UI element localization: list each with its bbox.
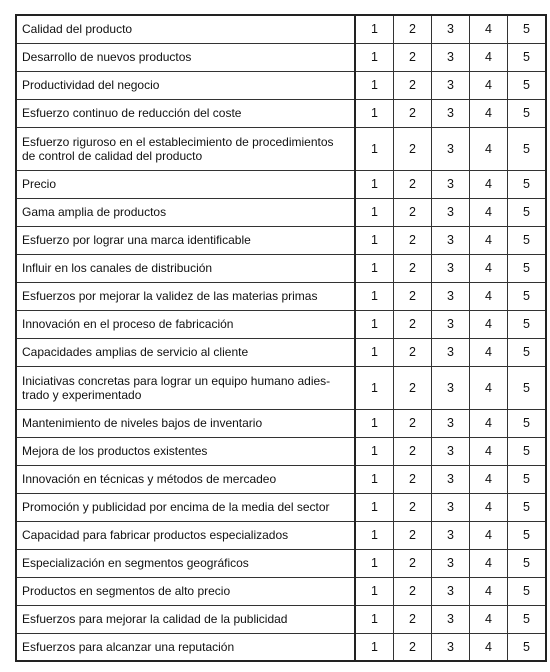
rating-option-5[interactable]: 5 (508, 521, 547, 549)
table-row (16, 310, 546, 338)
rating-option-2[interactable]: 2 (394, 338, 432, 366)
item-label: Esfuerzo riguroso en el establecimiento de procedimientos de control de calidad del producto (16, 127, 355, 170)
item-label: Esfuerzo por lograr una marca identificable (16, 226, 355, 254)
rating-option-2[interactable]: 2 (394, 43, 432, 71)
rating-option-5[interactable]: 5 (508, 577, 547, 605)
rating-option-4[interactable]: 4 (470, 577, 508, 605)
table-row (16, 71, 546, 99)
rating-option-1[interactable]: 1 (355, 577, 394, 605)
rating-option-3[interactable]: 3 (432, 605, 470, 633)
table-row (16, 127, 546, 170)
rating-option-2[interactable]: 2 (394, 198, 432, 226)
rating-option-3[interactable]: 3 (432, 15, 470, 43)
rating-option-2[interactable]: 2 (394, 366, 432, 409)
rating-table-body (16, 15, 546, 661)
item-label: Iniciativas concretas para lograr un equipo humano adies-trado y experimentado (16, 366, 355, 409)
rating-option-5[interactable]: 5 (508, 437, 547, 465)
rating-option-3[interactable]: 3 (432, 254, 470, 282)
rating-option-5[interactable]: 5 (508, 549, 547, 577)
rating-option-5[interactable]: 5 (508, 99, 547, 127)
rating-option-4[interactable]: 4 (470, 521, 508, 549)
item-label: Innovación en técnicas y métodos de mercadeo (16, 465, 355, 493)
table-row (16, 465, 546, 493)
table-row (16, 99, 546, 127)
rating-option-5[interactable]: 5 (508, 71, 547, 99)
rating-option-4[interactable]: 4 (470, 605, 508, 633)
rating-option-4[interactable]: 4 (470, 15, 508, 43)
rating-option-3[interactable]: 3 (432, 71, 470, 99)
table-row (16, 633, 546, 661)
table-row (16, 226, 546, 254)
item-label: Influir en los canales de distribución (16, 254, 355, 282)
item-label: Promoción y publicidad por encima de la media del sector (16, 493, 355, 521)
rating-option-3[interactable]: 3 (432, 127, 470, 170)
rating-option-4[interactable]: 4 (470, 633, 508, 661)
rating-option-1[interactable]: 1 (355, 15, 394, 43)
table-row (16, 366, 546, 409)
table-row (16, 493, 546, 521)
rating-option-5[interactable]: 5 (508, 282, 547, 310)
item-label: Precio (16, 170, 355, 198)
rating-option-4[interactable]: 4 (470, 366, 508, 409)
rating-option-2[interactable]: 2 (394, 15, 432, 43)
rating-option-5[interactable]: 5 (508, 310, 547, 338)
rating-option-4[interactable]: 4 (470, 409, 508, 437)
rating-option-2[interactable]: 2 (394, 437, 432, 465)
rating-option-4[interactable]: 4 (470, 254, 508, 282)
rating-option-1[interactable]: 1 (355, 198, 394, 226)
rating-option-3[interactable]: 3 (432, 577, 470, 605)
rating-option-2[interactable]: 2 (394, 226, 432, 254)
rating-option-2[interactable]: 2 (394, 99, 432, 127)
rating-option-1[interactable]: 1 (355, 43, 394, 71)
item-label: Productos en segmentos de alto precio (16, 577, 355, 605)
rating-option-1[interactable]: 1 (355, 409, 394, 437)
rating-option-5[interactable]: 5 (508, 254, 547, 282)
item-label: Esfuerzos por mejorar la validez de las materias primas (16, 282, 355, 310)
item-label: Esfuerzos para mejorar la calidad de la publicidad (16, 605, 355, 633)
table-row (16, 521, 546, 549)
rating-option-5[interactable]: 5 (508, 366, 547, 409)
rating-option-3[interactable]: 3 (432, 310, 470, 338)
table-row (16, 409, 546, 437)
table-row (16, 198, 546, 226)
rating-option-2[interactable]: 2 (394, 549, 432, 577)
rating-option-2[interactable]: 2 (394, 521, 432, 549)
rating-option-2[interactable]: 2 (394, 310, 432, 338)
item-label: Mejora de los productos existentes (16, 437, 355, 465)
rating-option-1[interactable]: 1 (355, 226, 394, 254)
rating-option-5[interactable]: 5 (508, 170, 547, 198)
rating-option-3[interactable]: 3 (432, 226, 470, 254)
rating-option-4[interactable]: 4 (470, 170, 508, 198)
rating-option-4[interactable]: 4 (470, 198, 508, 226)
rating-option-4[interactable]: 4 (470, 226, 508, 254)
rating-option-3[interactable]: 3 (432, 633, 470, 661)
rating-option-5[interactable]: 5 (508, 15, 547, 43)
rating-option-5[interactable]: 5 (508, 338, 547, 366)
item-label: Mantenimiento de niveles bajos de inventario (16, 409, 355, 437)
rating-option-4[interactable]: 4 (470, 437, 508, 465)
rating-option-5[interactable]: 5 (508, 409, 547, 437)
rating-option-2[interactable]: 2 (394, 409, 432, 437)
item-label: Especialización en segmentos geográficos (16, 549, 355, 577)
item-label: Desarrollo de nuevos productos (16, 43, 355, 71)
rating-option-1[interactable]: 1 (355, 605, 394, 633)
rating-option-1[interactable]: 1 (355, 71, 394, 99)
rating-option-4[interactable]: 4 (470, 338, 508, 366)
table-row (16, 15, 546, 43)
rating-option-5[interactable]: 5 (508, 43, 547, 71)
rating-option-1[interactable]: 1 (355, 170, 394, 198)
item-label: Gama amplia de productos (16, 198, 355, 226)
rating-option-3[interactable]: 3 (432, 549, 470, 577)
rating-option-1[interactable]: 1 (355, 633, 394, 661)
rating-option-3[interactable]: 3 (432, 465, 470, 493)
rating-option-5[interactable]: 5 (508, 127, 547, 170)
rating-option-1[interactable]: 1 (355, 521, 394, 549)
rating-option-5[interactable]: 5 (508, 493, 547, 521)
rating-option-1[interactable]: 1 (355, 310, 394, 338)
item-label: Esfuerzos para alcanzar una reputación (16, 633, 355, 661)
table-row (16, 338, 546, 366)
rating-option-3[interactable]: 3 (432, 198, 470, 226)
table-row (16, 282, 546, 310)
rating-option-4[interactable]: 4 (470, 127, 508, 170)
rating-option-3[interactable]: 3 (432, 366, 470, 409)
rating-option-2[interactable]: 2 (394, 282, 432, 310)
rating-option-3[interactable]: 3 (432, 409, 470, 437)
rating-option-1[interactable]: 1 (355, 465, 394, 493)
rating-option-2[interactable]: 2 (394, 127, 432, 170)
rating-option-3[interactable]: 3 (432, 170, 470, 198)
rating-option-1[interactable]: 1 (355, 549, 394, 577)
rating-option-5[interactable]: 5 (508, 633, 547, 661)
table-row (16, 43, 546, 71)
rating-option-2[interactable]: 2 (394, 633, 432, 661)
rating-option-5[interactable]: 5 (508, 198, 547, 226)
rating-option-3[interactable]: 3 (432, 282, 470, 310)
rating-option-1[interactable]: 1 (355, 127, 394, 170)
rating-option-4[interactable]: 4 (470, 282, 508, 310)
table-row (16, 170, 546, 198)
rating-option-1[interactable]: 1 (355, 366, 394, 409)
rating-option-4[interactable]: 4 (470, 43, 508, 71)
rating-option-2[interactable]: 2 (394, 254, 432, 282)
rating-option-3[interactable]: 3 (432, 99, 470, 127)
rating-option-1[interactable]: 1 (355, 99, 394, 127)
item-label: Capacidad para fabricar productos especializados (16, 521, 355, 549)
rating-option-1[interactable]: 1 (355, 282, 394, 310)
table-row (16, 437, 546, 465)
rating-option-1[interactable]: 1 (355, 338, 394, 366)
table-row (16, 549, 546, 577)
rating-option-3[interactable]: 3 (432, 43, 470, 71)
rating-option-3[interactable]: 3 (432, 493, 470, 521)
rating-option-2[interactable]: 2 (394, 170, 432, 198)
table-row (16, 254, 546, 282)
rating-option-2[interactable]: 2 (394, 71, 432, 99)
rating-option-5[interactable]: 5 (508, 605, 547, 633)
rating-option-2[interactable]: 2 (394, 493, 432, 521)
rating-table (15, 14, 547, 662)
rating-option-1[interactable]: 1 (355, 437, 394, 465)
rating-option-2[interactable]: 2 (394, 465, 432, 493)
table-row (16, 577, 546, 605)
rating-option-1[interactable]: 1 (355, 254, 394, 282)
rating-option-5[interactable]: 5 (508, 465, 547, 493)
rating-option-2[interactable]: 2 (394, 577, 432, 605)
rating-option-3[interactable]: 3 (432, 521, 470, 549)
item-label: Productividad del negocio (16, 71, 355, 99)
rating-option-4[interactable]: 4 (470, 493, 508, 521)
item-label: Innovación en el proceso de fabricación (16, 310, 355, 338)
rating-option-5[interactable]: 5 (508, 226, 547, 254)
rating-option-4[interactable]: 4 (470, 71, 508, 99)
rating-option-4[interactable]: 4 (470, 549, 508, 577)
rating-option-4[interactable]: 4 (470, 99, 508, 127)
item-label: Capacidades amplias de servicio al cliente (16, 338, 355, 366)
item-label: Esfuerzo continuo de reducción del coste (16, 99, 355, 127)
rating-option-2[interactable]: 2 (394, 605, 432, 633)
rating-option-3[interactable]: 3 (432, 437, 470, 465)
item-label: Calidad del producto (16, 15, 355, 43)
rating-option-4[interactable]: 4 (470, 465, 508, 493)
rating-option-1[interactable]: 1 (355, 493, 394, 521)
table-row (16, 605, 546, 633)
rating-option-4[interactable]: 4 (470, 310, 508, 338)
rating-option-3[interactable]: 3 (432, 338, 470, 366)
